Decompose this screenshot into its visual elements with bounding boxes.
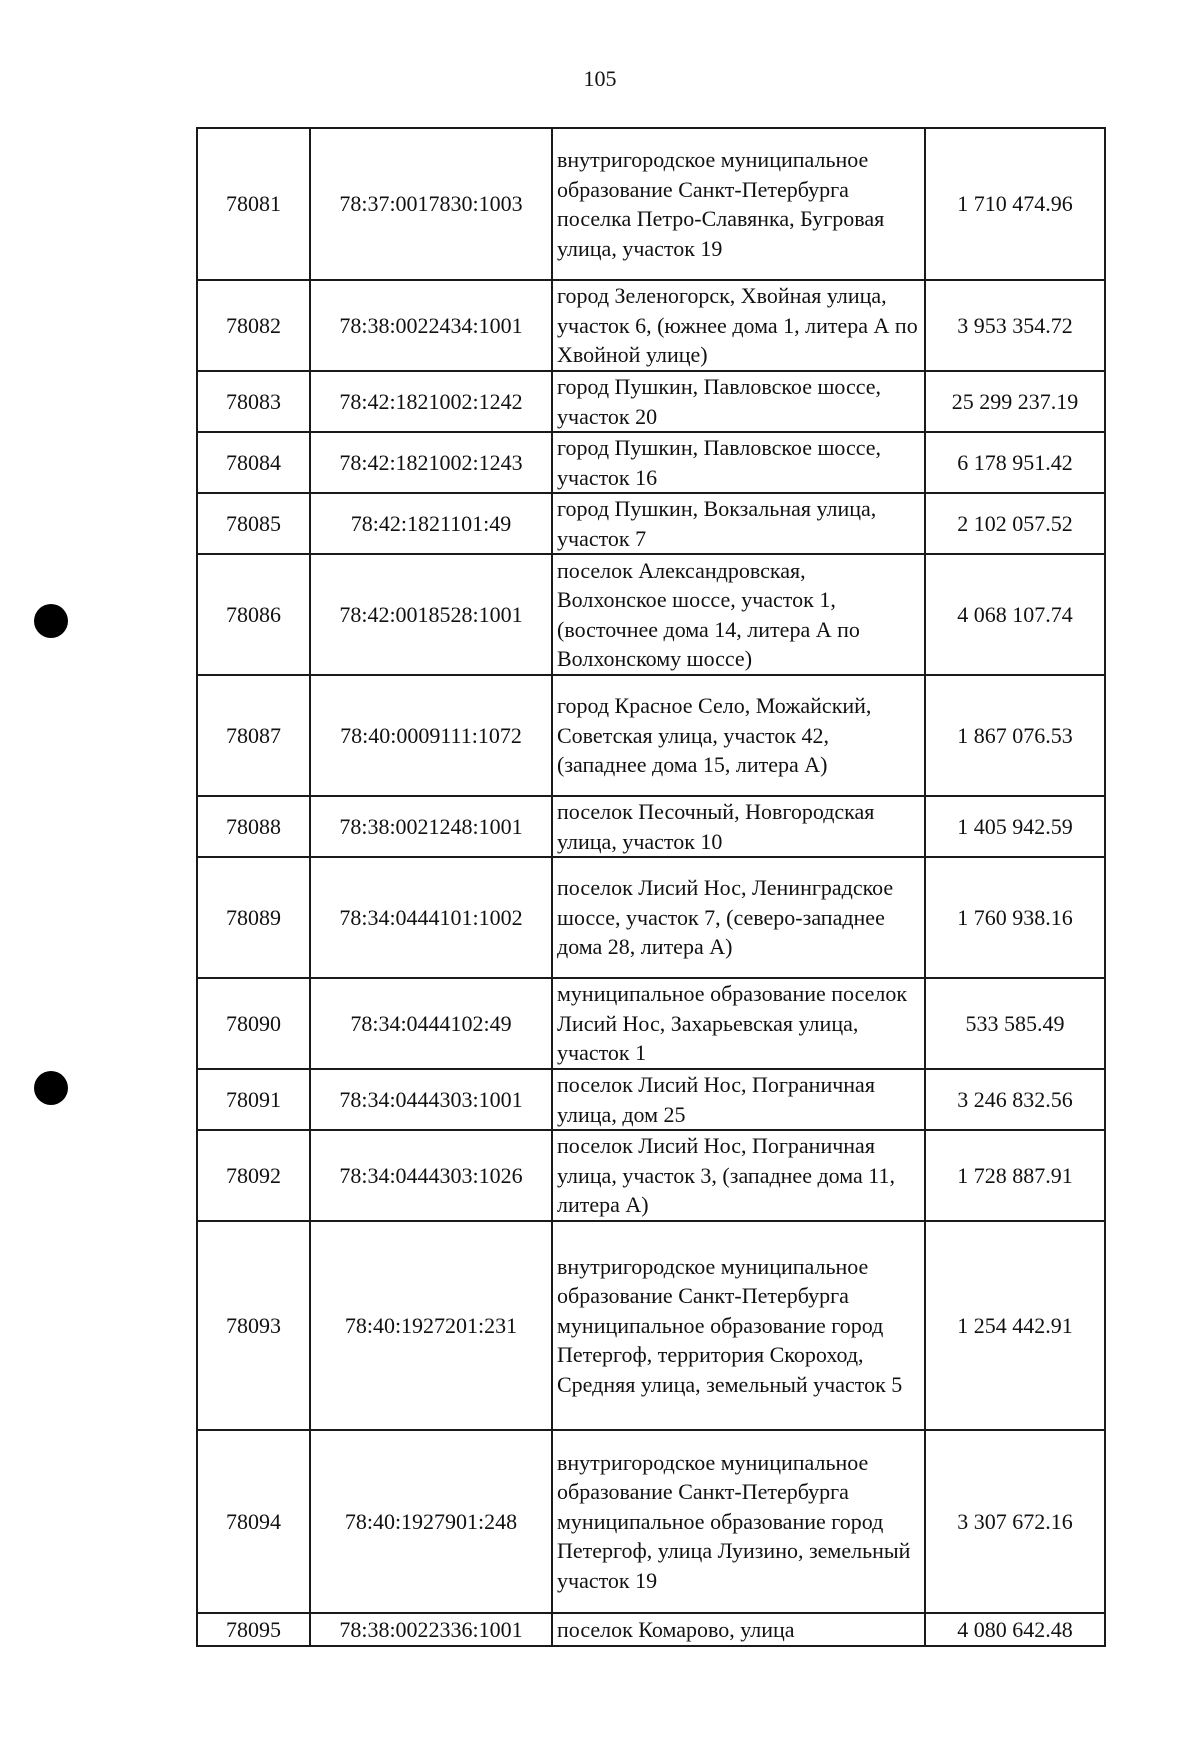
address: внутригородское муниципальное образование Санкт-Петербурга поселка Петро-Славянка, Бугровая улица, участок 19: [552, 128, 925, 280]
table-row: [197, 1221, 1105, 1430]
row-number: 78089: [197, 857, 310, 978]
punch-hole: [34, 1071, 68, 1105]
cadastral-value: 3 246 832.56: [925, 1069, 1105, 1130]
row-number: 78081: [197, 128, 310, 280]
cadastral-number: 78:38:0022434:1001: [310, 280, 552, 371]
cadastral-value: 25 299 237.19: [925, 371, 1105, 432]
cadastral-value: 1 728 887.91: [925, 1130, 1105, 1221]
cadastral-number: 78:38:0021248:1001: [310, 796, 552, 857]
address: город Красное Село, Можайский, Советская улица, участок 42, (западнее дома 15, литера А): [552, 675, 925, 796]
cadastral-value: 1 867 076.53: [925, 675, 1105, 796]
row-number: 78092: [197, 1130, 310, 1221]
address: поселок Лисий Нос, Пограничная улица, дом 25: [552, 1069, 925, 1130]
row-number: 78083: [197, 371, 310, 432]
punch-hole: [34, 604, 68, 638]
table-row: [197, 1613, 1105, 1646]
row-number: 78094: [197, 1430, 310, 1613]
cadastral-number: 78:42:1821101:49: [310, 493, 552, 554]
address: город Зеленогорск, Хвойная улица, участок 6, (южнее дома 1, литера А по Хвойной улице): [552, 280, 925, 371]
row-number: 78093: [197, 1221, 310, 1430]
page-number: 105: [583, 66, 617, 91]
address: город Пушкин, Вокзальная улица, участок 7: [552, 493, 925, 554]
table-row: [197, 978, 1105, 1069]
row-number: 78095: [197, 1613, 310, 1646]
cadastral-value: 1 710 474.96: [925, 128, 1105, 280]
cadastral-number: 78:42:1821002:1243: [310, 432, 552, 493]
table-row: [197, 1430, 1105, 1613]
row-number: 78091: [197, 1069, 310, 1130]
row-number: 78086: [197, 554, 310, 675]
address: город Пушкин, Павловское шоссе, участок 20: [552, 371, 925, 432]
table-row: [197, 1130, 1105, 1221]
cadastral-value: 4 068 107.74: [925, 554, 1105, 675]
row-number: 78090: [197, 978, 310, 1069]
cadastral-number: 78:42:1821002:1242: [310, 371, 552, 432]
address: поселок Лисий Нос, Ленинградское шоссе, участок 7, (северо-западнее дома 28, литера А): [552, 857, 925, 978]
address: внутригородское муниципальное образование Санкт-Петербурга муниципальное образование город Петергоф, улица Луизино, земельный участок 19: [552, 1430, 925, 1613]
cadastral-value: 4 080 642.48: [925, 1613, 1105, 1646]
cadastral-value: 533 585.49: [925, 978, 1105, 1069]
address: поселок Лисий Нос, Пограничная улица, участок 3, (западнее дома 11, литера А): [552, 1130, 925, 1221]
row-number: 78082: [197, 280, 310, 371]
table-row: [197, 675, 1105, 796]
cadastral-value: 3 953 354.72: [925, 280, 1105, 371]
table-row: [197, 432, 1105, 493]
cadastral-number: 78:34:0444101:1002: [310, 857, 552, 978]
cadastral-number: 78:38:0022336:1001: [310, 1613, 552, 1646]
cadastral-value: 1 405 942.59: [925, 796, 1105, 857]
cadastral-value: 2 102 057.52: [925, 493, 1105, 554]
row-number: 78085: [197, 493, 310, 554]
address: муниципальное образование поселок Лисий Нос, Захарьевская улица, участок 1: [552, 978, 925, 1069]
cadastral-value: 3 307 672.16: [925, 1430, 1105, 1613]
cadastral-number: 78:34:0444303:1026: [310, 1130, 552, 1221]
cadastral-number: 78:37:0017830:1003: [310, 128, 552, 280]
address: внутригородское муниципальное образование Санкт-Петербурга муниципальное образование город Петергоф, территория Скороход, Средняя улица, земельный участок 5: [552, 1221, 925, 1430]
table-row: [197, 128, 1105, 280]
land-plots-table: [196, 127, 1106, 1647]
cadastral-number: 78:34:0444102:49: [310, 978, 552, 1069]
cadastral-number: 78:40:1927901:248: [310, 1430, 552, 1613]
cadastral-number: 78:42:0018528:1001: [310, 554, 552, 675]
cadastral-number: 78:34:0444303:1001: [310, 1069, 552, 1130]
table-row: [197, 1069, 1105, 1130]
cadastral-value: 6 178 951.42: [925, 432, 1105, 493]
row-number: 78087: [197, 675, 310, 796]
table-row: [197, 371, 1105, 432]
cadastral-number: 78:40:0009111:1072: [310, 675, 552, 796]
address: поселок Комарово, улица: [552, 1613, 925, 1646]
address: поселок Песочный, Новгородская улица, участок 10: [552, 796, 925, 857]
row-number: 78088: [197, 796, 310, 857]
table-row: [197, 554, 1105, 675]
row-number: 78084: [197, 432, 310, 493]
table-row: [197, 280, 1105, 371]
cadastral-value: 1 254 442.91: [925, 1221, 1105, 1430]
cadastral-value: 1 760 938.16: [925, 857, 1105, 978]
address: город Пушкин, Павловское шоссе, участок 16: [552, 432, 925, 493]
address: поселок Александровская, Волхонское шоссе, участок 1, (восточнее дома 14, литера А по Волхонскому шоссе): [552, 554, 925, 675]
table-row: [197, 796, 1105, 857]
table-row: [197, 493, 1105, 554]
cadastral-number: 78:40:1927201:231: [310, 1221, 552, 1430]
table-row: [197, 857, 1105, 978]
